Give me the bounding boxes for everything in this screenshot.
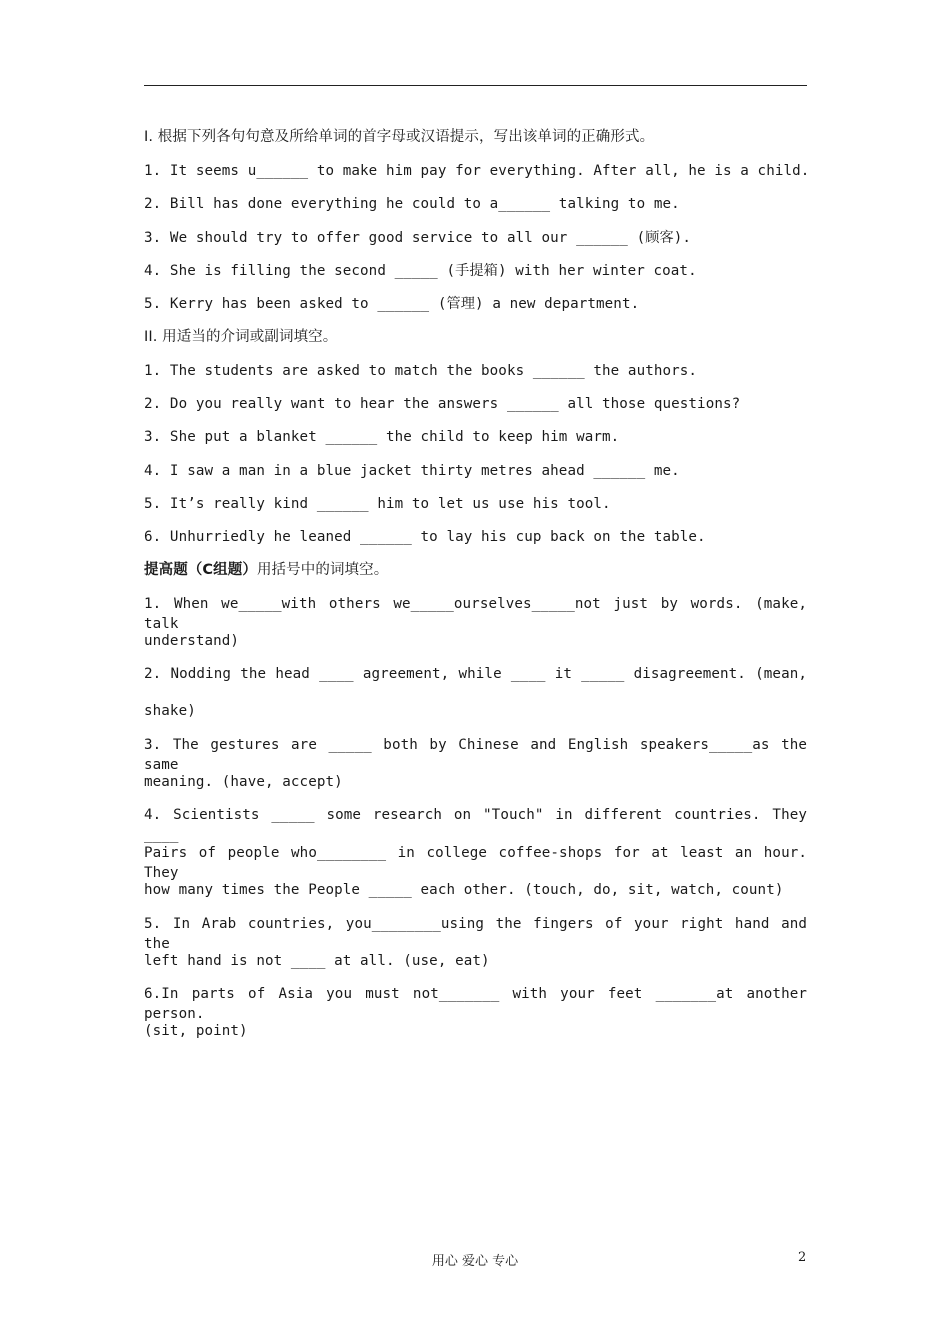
section2-item-3: 3. She put a blanket ______ the child to keep him warm.	[144, 429, 620, 445]
section1-item-4: 4. She is filling the second _____ (手提箱) with her winter coat.	[144, 263, 697, 279]
section3-line-9: how many times the People _____ each other. (touch, do, sit, watch, count)	[144, 882, 784, 898]
section3-line-5: 3. The gestures are _____ both by Chinese and English speakers_____as the same	[144, 737, 807, 773]
section2-heading: II. 用适当的介词或副词填空。	[144, 329, 338, 345]
section2-item-6: 6. Unhurriedly he leaned ______ to lay his cup back on the table.	[144, 529, 706, 545]
section3-heading-bold: 提高题（C组题）	[144, 562, 257, 578]
section3-line-8: Pairs of people who________ in college coffee-shops for at least an hour. They	[144, 845, 807, 881]
section1-item-5: 5. Kerry has been asked to ______ (管理) a new department.	[144, 296, 640, 312]
section1-item-3: 3. We should try to offer good service to all our ______ (顾客).	[144, 230, 692, 246]
section3-line-1: 1. When we_____with others we_____ourselves_____not just by words. (make, talk	[144, 596, 807, 632]
section3-line-3: 2. Nodding the head ____ agreement, while ____ it _____ disagreement. (mean,	[144, 666, 807, 682]
section3-line-12: 6.In parts of Asia you must not_______ with your feet _______at another person.	[144, 986, 807, 1022]
header-rule	[144, 85, 807, 86]
section2-item-1: 1. The students are asked to match the books ______ the authors.	[144, 363, 698, 379]
section2-item-4: 4. I saw a man in a blue jacket thirty metres ahead ______ me.	[144, 463, 680, 479]
section3-line-13: (sit, point)	[144, 1023, 248, 1039]
section2-item-2: 2. Do you really want to hear the answers ______ all those questions?	[144, 396, 741, 412]
section1-item-1: 1. It seems u______ to make him pay for everything. After all, he is a child.	[144, 163, 810, 179]
section1-heading: I. 根据下列各句句意及所给单词的首字母或汉语提示，写出该单词的正确形式。	[144, 129, 655, 145]
section1-item-2: 2. Bill has done everything he could to a______ talking to me.	[144, 196, 680, 212]
section3-heading	[144, 560, 807, 580]
section3-line-11: left hand is not ____ at all. (use, eat)	[144, 953, 490, 969]
section3-line-2: understand)	[144, 633, 240, 649]
section2-item-5: 5. It’s really kind ______ him to let us use his tool.	[144, 496, 611, 512]
section3-line-7: 4. Scientists _____ some research on "Touch" in different countries. They ____	[144, 807, 807, 843]
footer-text: 用心 爱心 专心	[431, 1254, 519, 1269]
page-number: 2	[798, 1250, 807, 1265]
section3-line-4: shake)	[144, 703, 196, 719]
section3-heading-rest: 用括号中的词填空。	[256, 562, 389, 578]
section3-line-6: meaning. (have, accept)	[144, 774, 343, 790]
section3-line-10: 5. In Arab countries, you________using the fingers of your right hand and the	[144, 916, 807, 952]
